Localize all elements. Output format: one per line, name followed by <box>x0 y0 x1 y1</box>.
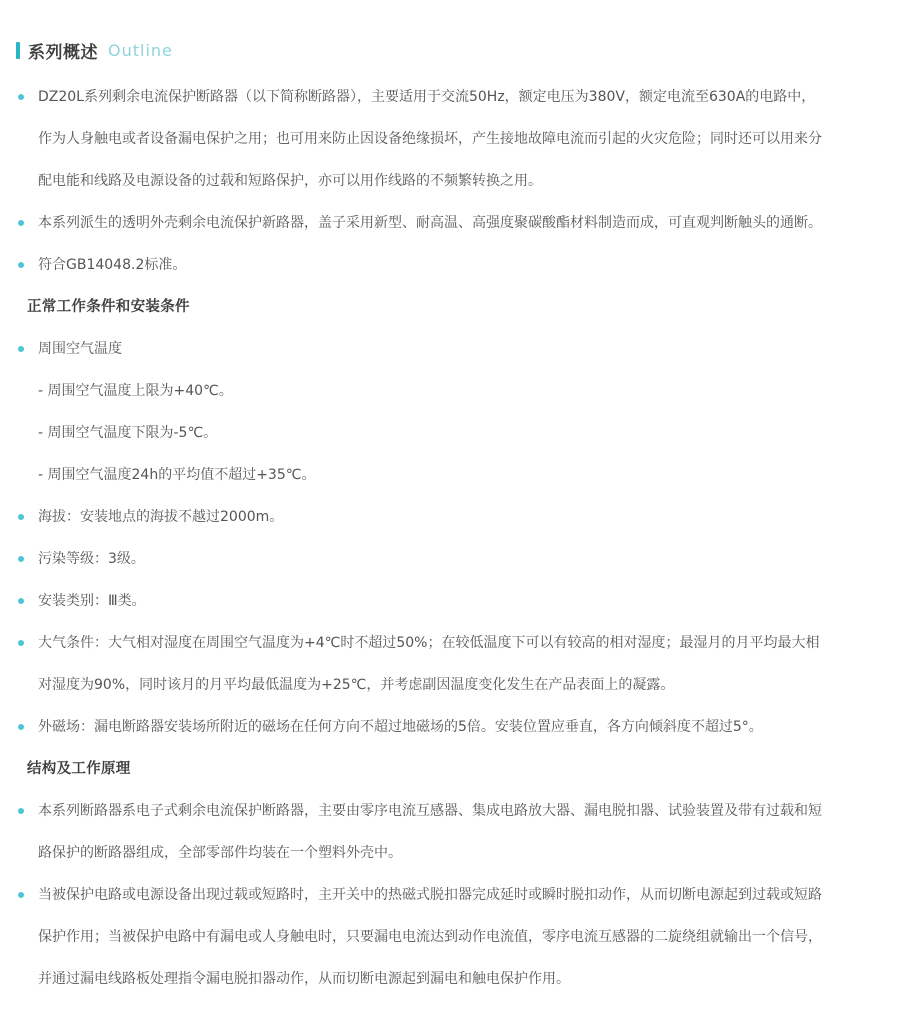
bullet-item <box>38 538 822 580</box>
paragraph: 安装类别：Ⅲ类。 <box>38 593 146 609</box>
bullet-dot-icon <box>18 220 24 226</box>
paragraph: 大气条件：大气相对湿度在周围空气温度为+4℃时不超过50%；在较低温度下可以有较高的相对湿度；最湿月的月平均最大相对湿度为90%，同时该月的月平均最低温度为+25℃，并考虑副因温度变化发生在产品表面上的凝露。 <box>38 635 820 693</box>
paragraph: 污染等级：3级。 <box>38 551 145 567</box>
sub-item: - 周围空气温度下限为-5℃。 <box>38 425 218 441</box>
bullet-dot-icon <box>18 346 24 352</box>
sub-item: - 周围空气温度24h的平均值不超过+35℃。 <box>38 467 316 483</box>
bullet-dot-icon <box>18 598 24 604</box>
paragraph: 海拔：安装地点的海拔不越过2000m。 <box>38 509 284 525</box>
document-content <box>0 76 900 1000</box>
bullet-dot-icon <box>18 514 24 520</box>
paragraph: 符合GB14048.2标准。 <box>38 257 187 273</box>
bullet-dot-icon <box>18 556 24 562</box>
bullet-item <box>38 874 822 1000</box>
bullet-dot-icon <box>18 724 24 730</box>
page-title-chinese: 系列概述 <box>28 42 98 63</box>
bullet-item <box>38 790 822 874</box>
bullet-item <box>38 76 822 202</box>
section-heading-structure-principle: 结构及工作原理 <box>27 761 131 777</box>
paragraph: 本系列断路器系电子式剩余电流保护断路器，主要由零序电流互感器、集成电路放大器、漏电脱扣器、试验装置及带有过载和短路保护的断路器组成，全部零部件均装在一个塑料外壳中。 <box>38 803 822 861</box>
paragraph: 周围空气温度 <box>38 341 122 357</box>
bullet-item <box>38 496 822 538</box>
bullet-item <box>38 706 822 748</box>
bullet-item <box>38 328 822 370</box>
paragraph: 当被保护电路或电源设备出现过载或短路时，主开关中的热磁式脱扣器完成延时或瞬时脱扣动作，从而切断电源起到过载或短路保护作用；当被保护电路中有漏电或人身触电时，只要漏电电流达到动作电流值，零序电流互感器的二旋绕组就输出一个信号，并通过漏电线路板处理指令漏电脱扣器动作，从而切断电源起到漏电和触电保护作用。 <box>38 887 822 987</box>
page-title-english: Outline <box>108 40 173 60</box>
bullet-item <box>38 202 822 244</box>
title-accent-bar-icon <box>16 42 20 59</box>
bullet-dot-icon <box>18 94 24 100</box>
bullet-item <box>38 244 822 286</box>
bullet-dot-icon <box>18 262 24 268</box>
bullet-item <box>38 580 822 622</box>
sub-item: - 周围空气温度上限为+40℃。 <box>38 383 233 399</box>
section-heading-working-conditions: 正常工作条件和安装条件 <box>27 299 190 315</box>
page-header <box>0 40 900 63</box>
bullet-dot-icon <box>18 640 24 646</box>
bullet-item <box>38 622 822 706</box>
bullet-dot-icon <box>18 892 24 898</box>
paragraph: 本系列派生的透明外壳剩余电流保护新路器，盖子采用新型、耐高温、高强度聚碳酸酯材料制造而成，可直观判断触头的通断。 <box>38 215 822 231</box>
bullet-dot-icon <box>18 808 24 814</box>
paragraph: 外磁场：漏电断路器安装场所附近的磁场在任何方向不超过地磁场的5倍。安装位置应垂直，各方向倾斜度不超过5°。 <box>38 719 763 735</box>
paragraph: DZ20L系列剩余电流保护断路器（以下简称断路器），主要适用于交流50Hz，额定电压为380V，额定电流至630A的电路中，作为人身触电或者设备漏电保护之用；也可用来防止因设备绝缘损坏，产生接地故障电流而引起的火灾危险；同时还可以用来分配电能和线路及电源设备的过载和短路保护，亦可以用作线路的不频繁转换之用。 <box>38 89 822 189</box>
